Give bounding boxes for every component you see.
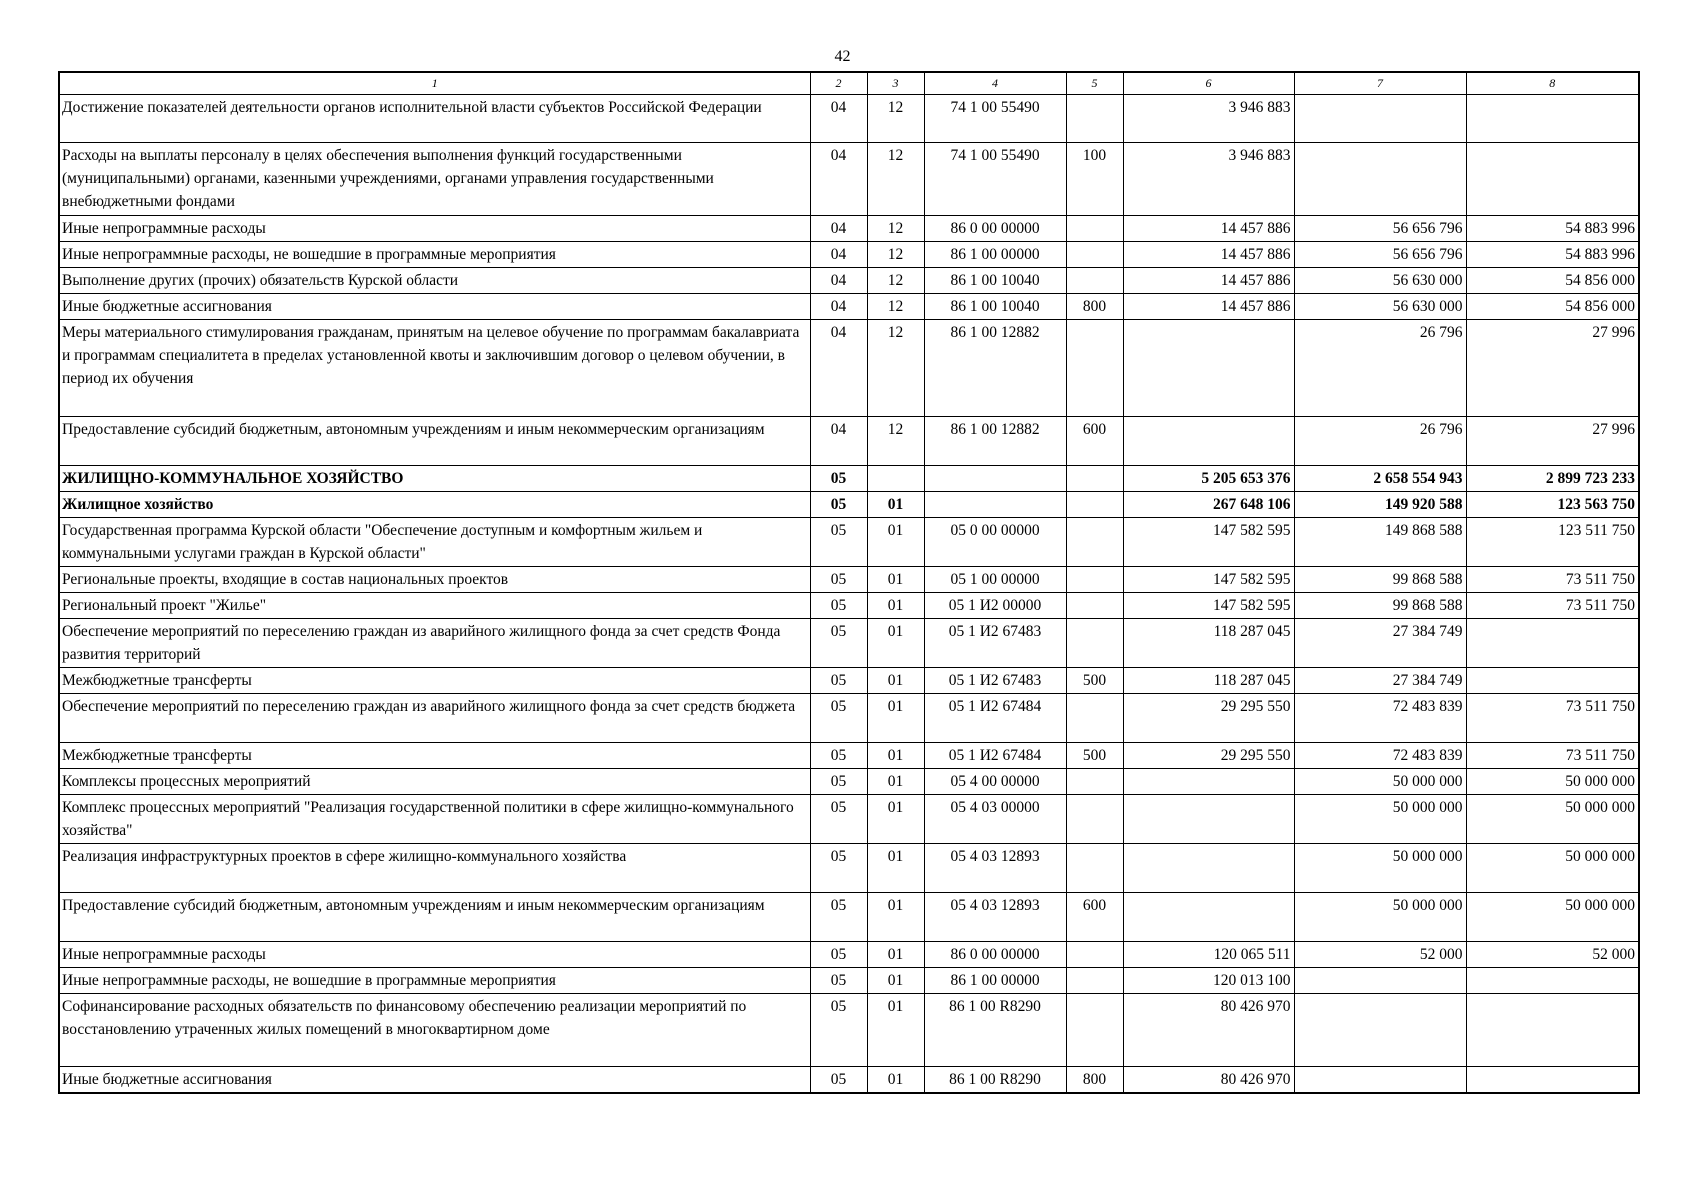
subsection-code-cell: 12: [867, 215, 924, 241]
target-article-cell: 05 4 03 12893: [924, 892, 1066, 941]
amount-col6-cell: [1123, 892, 1294, 941]
target-article-cell: 05 0 00 00000: [924, 517, 1066, 566]
amount-col7-cell: 56 656 796: [1294, 215, 1466, 241]
table-row: [59, 517, 1639, 566]
section-code-cell: 04: [810, 416, 867, 465]
table-row: [59, 794, 1639, 843]
table-row: [59, 592, 1639, 618]
amount-col6-cell: 29 295 550: [1123, 693, 1294, 742]
table-row: [59, 566, 1639, 592]
amount-col6-cell: 147 582 595: [1123, 517, 1294, 566]
section-code-cell: 04: [810, 267, 867, 293]
subsection-code-cell: 12: [867, 94, 924, 142]
expense-type-cell: 100: [1066, 142, 1123, 215]
subsection-code-cell: 01: [867, 794, 924, 843]
amount-col7-cell: 50 000 000: [1294, 794, 1466, 843]
table-header-row: [59, 72, 1639, 94]
target-article-cell: 86 1 00 10040: [924, 293, 1066, 319]
amount-col8-cell: [1466, 1066, 1639, 1093]
row-name-cell: Достижение показателей деятельности органов исполнительной власти субъектов Российской Федерации: [59, 94, 810, 142]
table-row: [59, 967, 1639, 993]
table-row: [59, 843, 1639, 892]
section-code-cell: 05: [810, 465, 867, 491]
subsection-code-cell: 01: [867, 967, 924, 993]
amount-col6-cell: 267 648 106: [1123, 491, 1294, 517]
amount-col8-cell: 54 856 000: [1466, 267, 1639, 293]
table-row: [59, 416, 1639, 465]
amount-col8-cell: 123 511 750: [1466, 517, 1639, 566]
subsection-code-cell: 01: [867, 892, 924, 941]
target-article-cell: 86 0 00 00000: [924, 941, 1066, 967]
target-article-cell: 74 1 00 55490: [924, 142, 1066, 215]
subsection-code-cell: 01: [867, 941, 924, 967]
row-name-cell: Иные непрограммные расходы: [59, 941, 810, 967]
row-name-cell: Региональный проект "Жилье": [59, 592, 810, 618]
amount-col8-cell: [1466, 94, 1639, 142]
amount-col7-cell: 50 000 000: [1294, 843, 1466, 892]
target-article-cell: 05 4 03 12893: [924, 843, 1066, 892]
table-row: [59, 319, 1639, 416]
amount-col8-cell: 50 000 000: [1466, 843, 1639, 892]
subsection-code-cell: 01: [867, 693, 924, 742]
budget-table: [58, 71, 1640, 1094]
section-code-cell: 05: [810, 742, 867, 768]
target-article-cell: 86 1 00 12882: [924, 319, 1066, 416]
expense-type-cell: [1066, 794, 1123, 843]
row-name-cell: Предоставление субсидий бюджетным, автономным учреждениям и иным некоммерческим организациям: [59, 892, 810, 941]
amount-col8-cell: 54 856 000: [1466, 293, 1639, 319]
amount-col8-cell: 50 000 000: [1466, 768, 1639, 794]
amount-col8-cell: [1466, 667, 1639, 693]
amount-col6-cell: 14 457 886: [1123, 293, 1294, 319]
section-code-cell: 05: [810, 993, 867, 1066]
table-row: [59, 618, 1639, 667]
section-code-cell: 04: [810, 215, 867, 241]
header-cell: 1: [59, 72, 810, 94]
amount-col8-cell: 73 511 750: [1466, 742, 1639, 768]
target-article-cell: 74 1 00 55490: [924, 94, 1066, 142]
section-code-cell: 05: [810, 618, 867, 667]
section-code-cell: 05: [810, 491, 867, 517]
row-name-cell: Жилищное хозяйство: [59, 491, 810, 517]
subsection-code-cell: 01: [867, 843, 924, 892]
amount-col8-cell: [1466, 967, 1639, 993]
expense-type-cell: 600: [1066, 416, 1123, 465]
page-number: 42: [834, 48, 851, 65]
subsection-code-cell: 12: [867, 293, 924, 319]
target-article-cell: 86 1 00 R8290: [924, 1066, 1066, 1093]
amount-col6-cell: 120 065 511: [1123, 941, 1294, 967]
amount-col6-cell: 3 946 883: [1123, 94, 1294, 142]
amount-col6-cell: 14 457 886: [1123, 215, 1294, 241]
table-row: [59, 241, 1639, 267]
row-name-cell: Иные непрограммные расходы, не вошедшие в программные мероприятия: [59, 241, 810, 267]
amount-col6-cell: 14 457 886: [1123, 267, 1294, 293]
amount-col8-cell: 50 000 000: [1466, 794, 1639, 843]
section-code-cell: 05: [810, 768, 867, 794]
section-code-cell: 04: [810, 94, 867, 142]
expense-type-cell: [1066, 843, 1123, 892]
amount-col6-cell: 80 426 970: [1123, 1066, 1294, 1093]
row-name-cell: Софинансирование расходных обязательств по финансовому обеспечению реализации мероприятий по восстановлению утраченных жилых помещений в многоквартирном доме: [59, 993, 810, 1066]
row-name-cell: Межбюджетные трансферты: [59, 667, 810, 693]
target-article-cell: 05 4 00 00000: [924, 768, 1066, 794]
target-article-cell: 05 1 И2 67483: [924, 667, 1066, 693]
amount-col8-cell: 73 511 750: [1466, 566, 1639, 592]
target-article-cell: 05 1 И2 67484: [924, 693, 1066, 742]
expense-type-cell: [1066, 618, 1123, 667]
expense-type-cell: [1066, 592, 1123, 618]
row-name-cell: Иные бюджетные ассигнования: [59, 293, 810, 319]
section-code-cell: 05: [810, 967, 867, 993]
expense-type-cell: [1066, 693, 1123, 742]
expense-type-cell: 600: [1066, 892, 1123, 941]
row-name-cell: Обеспечение мероприятий по переселению граждан из аварийного жилищного фонда за счет средств Фонда развития территорий: [59, 618, 810, 667]
amount-col7-cell: 56 656 796: [1294, 241, 1466, 267]
section-code-cell: 05: [810, 566, 867, 592]
amount-col6-cell: 118 287 045: [1123, 618, 1294, 667]
target-article-cell: 05 1 И2 67484: [924, 742, 1066, 768]
expense-type-cell: [1066, 941, 1123, 967]
subsection-code-cell: 01: [867, 491, 924, 517]
row-name-cell: Обеспечение мероприятий по переселению граждан из аварийного жилищного фонда за счет средств бюджета: [59, 693, 810, 742]
header-cell: 5: [1066, 72, 1123, 94]
subsection-code-cell: 01: [867, 566, 924, 592]
amount-col8-cell: [1466, 618, 1639, 667]
subsection-code-cell: 12: [867, 416, 924, 465]
amount-col6-cell: 29 295 550: [1123, 742, 1294, 768]
amount-col8-cell: 123 563 750: [1466, 491, 1639, 517]
row-name-cell: Выполнение других (прочих) обязательств Курской области: [59, 267, 810, 293]
table-row: [59, 768, 1639, 794]
header-cell: 8: [1466, 72, 1639, 94]
table-row: [59, 491, 1639, 517]
amount-col8-cell: 27 996: [1466, 319, 1639, 416]
section-code-cell: 04: [810, 319, 867, 416]
subsection-code-cell: 01: [867, 1066, 924, 1093]
target-article-cell: 86 1 00 12882: [924, 416, 1066, 465]
amount-col8-cell: 27 996: [1466, 416, 1639, 465]
amount-col8-cell: 54 883 996: [1466, 215, 1639, 241]
row-name-cell: ЖИЛИЩНО-КОММУНАЛЬНОЕ ХОЗЯЙСТВО: [59, 465, 810, 491]
section-code-cell: 05: [810, 892, 867, 941]
amount-col6-cell: 14 457 886: [1123, 241, 1294, 267]
amount-col7-cell: 56 630 000: [1294, 267, 1466, 293]
target-article-cell: 86 0 00 00000: [924, 215, 1066, 241]
subsection-code-cell: 01: [867, 667, 924, 693]
row-name-cell: Расходы на выплаты персоналу в целях обеспечения выполнения функций государственными (муниципальными) органами, казенными учреждениями, органами управления государственными внебюджетными фондами: [59, 142, 810, 215]
subsection-code-cell: [867, 465, 924, 491]
amount-col7-cell: 26 796: [1294, 319, 1466, 416]
target-article-cell: 86 1 00 00000: [924, 967, 1066, 993]
amount-col8-cell: 73 511 750: [1466, 592, 1639, 618]
amount-col7-cell: 149 920 588: [1294, 491, 1466, 517]
target-article-cell: 86 1 00 00000: [924, 241, 1066, 267]
target-article-cell: 86 1 00 R8290: [924, 993, 1066, 1066]
expense-type-cell: [1066, 993, 1123, 1066]
amount-col6-cell: [1123, 319, 1294, 416]
row-name-cell: Иные непрограммные расходы, не вошедшие в программные мероприятия: [59, 967, 810, 993]
amount-col7-cell: 72 483 839: [1294, 742, 1466, 768]
amount-col8-cell: 73 511 750: [1466, 693, 1639, 742]
row-name-cell: Иные бюджетные ассигнования: [59, 1066, 810, 1093]
subsection-code-cell: 01: [867, 768, 924, 794]
subsection-code-cell: 12: [867, 241, 924, 267]
subsection-code-cell: 12: [867, 319, 924, 416]
section-code-cell: 04: [810, 241, 867, 267]
amount-col8-cell: [1466, 142, 1639, 215]
amount-col8-cell: 54 883 996: [1466, 241, 1639, 267]
target-article-cell: 86 1 00 10040: [924, 267, 1066, 293]
table-row: [59, 993, 1639, 1066]
subsection-code-cell: 01: [867, 517, 924, 566]
amount-col7-cell: 50 000 000: [1294, 768, 1466, 794]
row-name-cell: Межбюджетные трансферты: [59, 742, 810, 768]
header-cell: 7: [1294, 72, 1466, 94]
expense-type-cell: [1066, 566, 1123, 592]
amount-col6-cell: [1123, 843, 1294, 892]
expense-type-cell: [1066, 465, 1123, 491]
amount-col7-cell: [1294, 94, 1466, 142]
amount-col7-cell: [1294, 993, 1466, 1066]
amount-col7-cell: 149 868 588: [1294, 517, 1466, 566]
amount-col7-cell: [1294, 142, 1466, 215]
section-code-cell: 04: [810, 142, 867, 215]
amount-col6-cell: 80 426 970: [1123, 993, 1294, 1066]
subsection-code-cell: 01: [867, 592, 924, 618]
row-name-cell: Предоставление субсидий бюджетным, автономным учреждениям и иным некоммерческим организациям: [59, 416, 810, 465]
table-row: [59, 94, 1639, 142]
table-row: [59, 693, 1639, 742]
amount-col6-cell: 5 205 653 376: [1123, 465, 1294, 491]
amount-col8-cell: 50 000 000: [1466, 892, 1639, 941]
table-row: [59, 892, 1639, 941]
expense-type-cell: [1066, 241, 1123, 267]
amount-col7-cell: [1294, 1066, 1466, 1093]
amount-col7-cell: 50 000 000: [1294, 892, 1466, 941]
section-code-cell: 05: [810, 843, 867, 892]
amount-col7-cell: 99 868 588: [1294, 592, 1466, 618]
amount-col8-cell: [1466, 993, 1639, 1066]
table-row: [59, 293, 1639, 319]
table-row: [59, 667, 1639, 693]
expense-type-cell: 800: [1066, 1066, 1123, 1093]
header-cell: 6: [1123, 72, 1294, 94]
expense-type-cell: [1066, 517, 1123, 566]
expense-type-cell: [1066, 768, 1123, 794]
row-name-cell: Комплекс процессных мероприятий "Реализация государственной политики в сфере жилищно-коммунального хозяйства": [59, 794, 810, 843]
subsection-code-cell: 01: [867, 742, 924, 768]
row-name-cell: Комплексы процессных мероприятий: [59, 768, 810, 794]
amount-col6-cell: 3 946 883: [1123, 142, 1294, 215]
subsection-code-cell: 01: [867, 993, 924, 1066]
table-row: [59, 1066, 1639, 1093]
amount-col6-cell: 118 287 045: [1123, 667, 1294, 693]
row-name-cell: Иные непрограммные расходы: [59, 215, 810, 241]
amount-col7-cell: 72 483 839: [1294, 693, 1466, 742]
target-article-cell: [924, 491, 1066, 517]
table-row: [59, 742, 1639, 768]
expense-type-cell: 500: [1066, 742, 1123, 768]
header-cell: 4: [924, 72, 1066, 94]
table-row: [59, 267, 1639, 293]
section-code-cell: 05: [810, 941, 867, 967]
amount-col7-cell: 99 868 588: [1294, 566, 1466, 592]
amount-col6-cell: 120 013 100: [1123, 967, 1294, 993]
row-name-cell: Государственная программа Курской области "Обеспечение доступным и комфортным жильем и коммунальными услугами граждан в Курской области": [59, 517, 810, 566]
section-code-cell: 05: [810, 517, 867, 566]
subsection-code-cell: 12: [867, 142, 924, 215]
amount-col7-cell: 26 796: [1294, 416, 1466, 465]
section-code-cell: 05: [810, 794, 867, 843]
expense-type-cell: [1066, 267, 1123, 293]
amount-col7-cell: 52 000: [1294, 941, 1466, 967]
row-name-cell: Региональные проекты, входящие в состав национальных проектов: [59, 566, 810, 592]
expense-type-cell: [1066, 94, 1123, 142]
expense-type-cell: [1066, 215, 1123, 241]
target-article-cell: 05 1 00 00000: [924, 566, 1066, 592]
subsection-code-cell: 12: [867, 267, 924, 293]
row-name-cell: Меры материального стимулирования гражданам, принятым на целевое обучение по программам бакалавриата и программам специалитета в пределах установленной квоты и заключившим договор о целевом обучении, в период их обучения: [59, 319, 810, 416]
table-row: [59, 215, 1639, 241]
amount-col6-cell: [1123, 794, 1294, 843]
target-article-cell: 05 1 И2 67483: [924, 618, 1066, 667]
header-cell: 2: [810, 72, 867, 94]
amount-col7-cell: 2 658 554 943: [1294, 465, 1466, 491]
expense-type-cell: 500: [1066, 667, 1123, 693]
table-row: [59, 941, 1639, 967]
target-article-cell: 05 4 03 00000: [924, 794, 1066, 843]
expense-type-cell: [1066, 319, 1123, 416]
expense-type-cell: 800: [1066, 293, 1123, 319]
table-row: [59, 465, 1639, 491]
target-article-cell: [924, 465, 1066, 491]
amount-col6-cell: [1123, 768, 1294, 794]
subsection-code-cell: 01: [867, 618, 924, 667]
row-name-cell: Реализация инфраструктурных проектов в сфере жилищно-коммунального хозяйства: [59, 843, 810, 892]
amount-col6-cell: 147 582 595: [1123, 592, 1294, 618]
amount-col8-cell: 52 000: [1466, 941, 1639, 967]
section-code-cell: 05: [810, 667, 867, 693]
amount-col7-cell: 56 630 000: [1294, 293, 1466, 319]
section-code-cell: 04: [810, 293, 867, 319]
section-code-cell: 05: [810, 693, 867, 742]
target-article-cell: 05 1 И2 00000: [924, 592, 1066, 618]
header-cell: 3: [867, 72, 924, 94]
section-code-cell: 05: [810, 592, 867, 618]
expense-type-cell: [1066, 967, 1123, 993]
amount-col6-cell: [1123, 416, 1294, 465]
amount-col8-cell: 2 899 723 233: [1466, 465, 1639, 491]
expense-type-cell: [1066, 491, 1123, 517]
amount-col7-cell: 27 384 749: [1294, 667, 1466, 693]
amount-col7-cell: 27 384 749: [1294, 618, 1466, 667]
amount-col7-cell: [1294, 967, 1466, 993]
table-row: [59, 142, 1639, 215]
amount-col6-cell: 147 582 595: [1123, 566, 1294, 592]
section-code-cell: 05: [810, 1066, 867, 1093]
